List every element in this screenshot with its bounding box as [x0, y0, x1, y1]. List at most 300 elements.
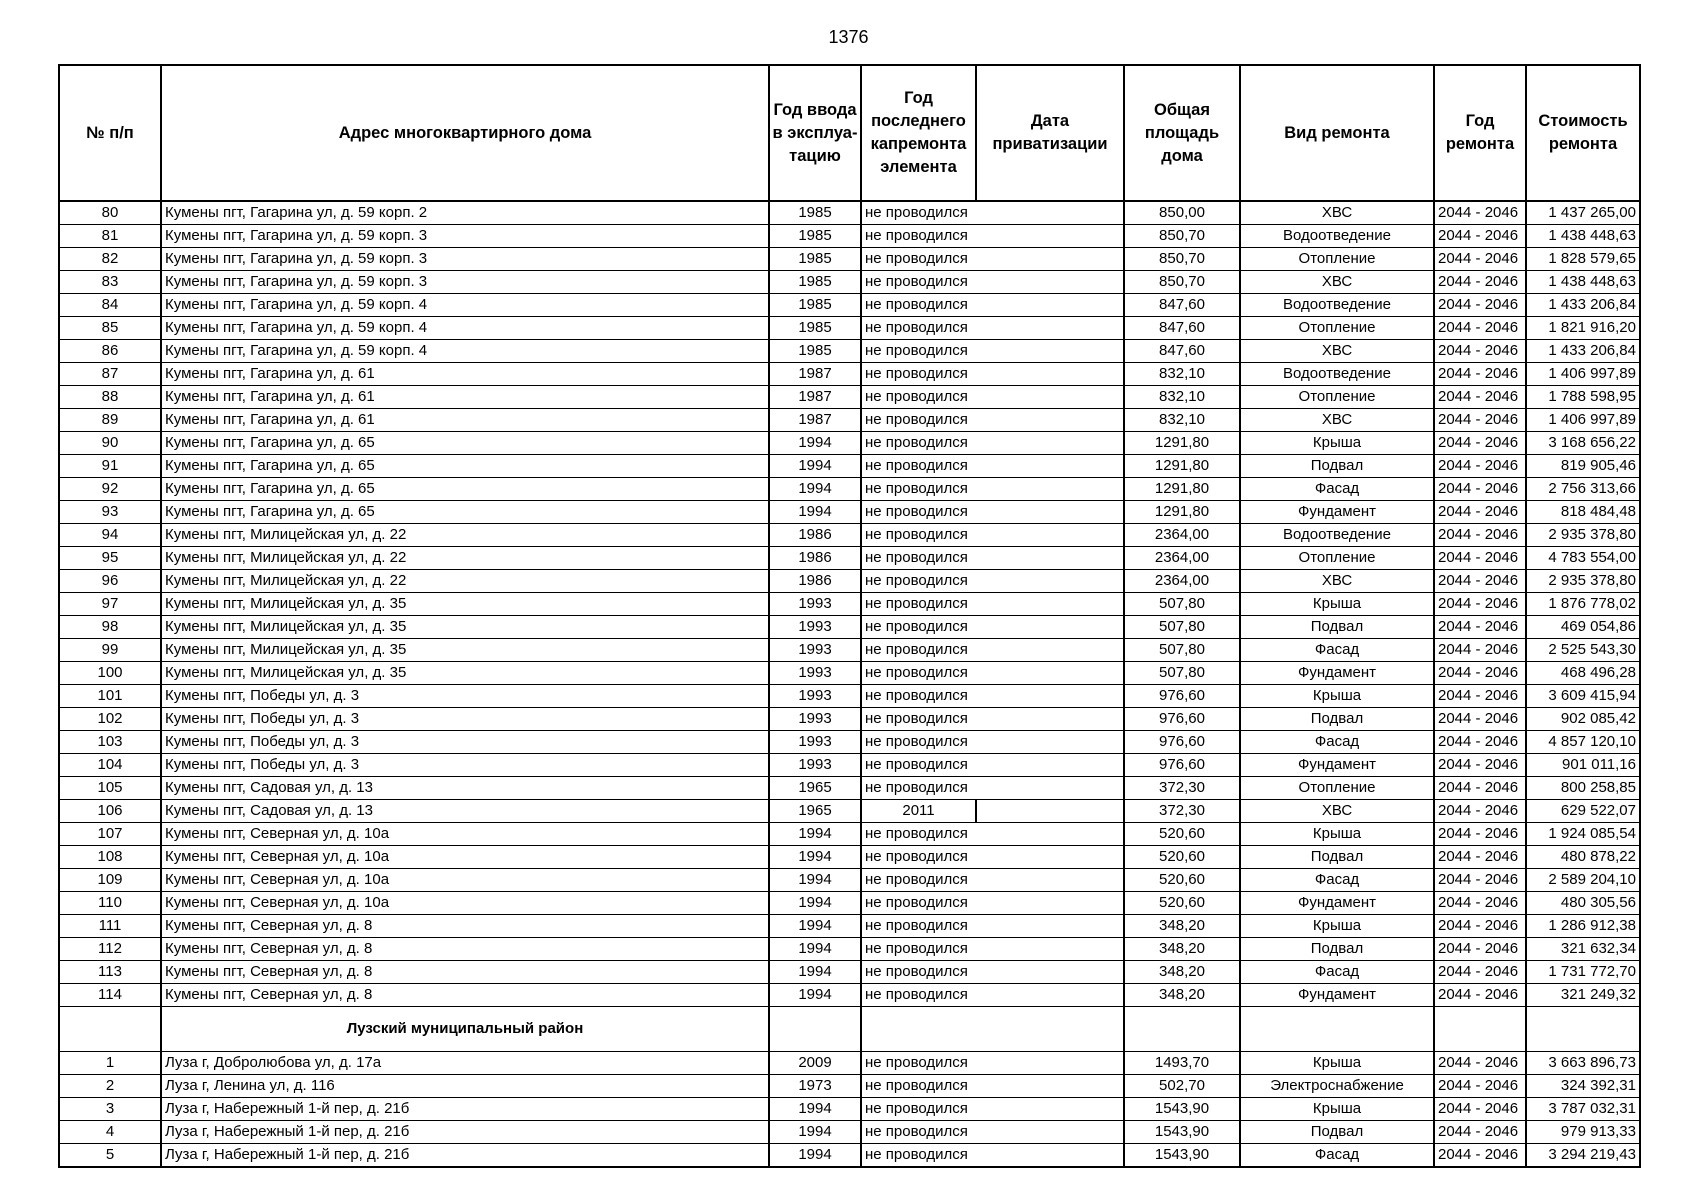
cell-address: Кумены пгт, Садовая ул, д. 13	[161, 777, 769, 800]
cell-repair-cost: 2 935 378,80	[1526, 570, 1640, 593]
cell-repair-year: 2044 - 2046	[1434, 409, 1526, 432]
cell-year-commissioned: 1994	[769, 432, 861, 455]
cell-repair-year: 2044 - 2046	[1434, 225, 1526, 248]
cell-year-commissioned: 1987	[769, 409, 861, 432]
table-row	[59, 570, 1640, 593]
cell-total-area: 507,80	[1124, 662, 1240, 685]
cell-privatization-date	[976, 961, 1124, 984]
cell-total-area: 1291,80	[1124, 501, 1240, 524]
cell-address: Кумены пгт, Победы ул, д. 3	[161, 754, 769, 777]
cell-repair-type: Крыша	[1240, 432, 1434, 455]
cell-repair-cost: 1 433 206,84	[1526, 294, 1640, 317]
table-row	[59, 754, 1640, 777]
cell-last-overhaul-year: не проводился	[861, 409, 976, 432]
cell-repair-year: 2044 - 2046	[1434, 294, 1526, 317]
table-body	[59, 201, 1640, 1167]
cell-num: 5	[59, 1144, 161, 1168]
cell-last-overhaul-year: не проводился	[861, 662, 976, 685]
cell-repair-cost: 480 305,56	[1526, 892, 1640, 915]
table-row	[59, 846, 1640, 869]
cell-repair-type: Крыша	[1240, 1098, 1434, 1121]
cell-repair-type: Крыша	[1240, 823, 1434, 846]
cell-year-commissioned: 1986	[769, 547, 861, 570]
cell-total-area: 507,80	[1124, 639, 1240, 662]
cell-year-commissioned: 1993	[769, 639, 861, 662]
cell-num: 103	[59, 731, 161, 754]
cell-privatization-date	[976, 616, 1124, 639]
table-row	[59, 248, 1640, 271]
cell-last-overhaul-year: не проводился	[861, 225, 976, 248]
cell-num: 99	[59, 639, 161, 662]
cell-total-area: 847,60	[1124, 340, 1240, 363]
cell-repair-year: 2044 - 2046	[1434, 432, 1526, 455]
cell-privatization-date	[976, 409, 1124, 432]
cell-total-area: 850,70	[1124, 271, 1240, 294]
cell-last-overhaul-year: не проводился	[861, 685, 976, 708]
cell-repair-type: ХВС	[1240, 570, 1434, 593]
cell-repair-cost: 901 011,16	[1526, 754, 1640, 777]
cell-year-commissioned: 1985	[769, 225, 861, 248]
table-row	[59, 869, 1640, 892]
table-row	[59, 201, 1640, 225]
cell-privatization-date	[976, 386, 1124, 409]
cell-repair-cost: 480 878,22	[1526, 846, 1640, 869]
cell-year-commissioned: 1985	[769, 294, 861, 317]
cell-total-area: 1543,90	[1124, 1098, 1240, 1121]
cell-repair-type: Водоотведение	[1240, 294, 1434, 317]
cell-num: 109	[59, 869, 161, 892]
cell-repair-year: 2044 - 2046	[1434, 271, 1526, 294]
cell-repair-type: Фасад	[1240, 961, 1434, 984]
cell-repair-type: Крыша	[1240, 685, 1434, 708]
cell-repair-cost: 1 731 772,70	[1526, 961, 1640, 984]
cell-last-overhaul-year: не проводился	[861, 1075, 976, 1098]
cell-num: 81	[59, 225, 161, 248]
table-row	[59, 271, 1640, 294]
cell-repair-cost: 800 258,85	[1526, 777, 1640, 800]
cell-num: 101	[59, 685, 161, 708]
cell-repair-type: Фундамент	[1240, 754, 1434, 777]
cell-num: 86	[59, 340, 161, 363]
cell-address: Кумены пгт, Победы ул, д. 3	[161, 731, 769, 754]
cell-total-area: 1291,80	[1124, 432, 1240, 455]
cell-num: 92	[59, 478, 161, 501]
cell-year-commissioned: 1994	[769, 1121, 861, 1144]
cell-repair-year: 2044 - 2046	[1434, 1121, 1526, 1144]
cell-repair-cost: 3 609 415,94	[1526, 685, 1640, 708]
cell-last-overhaul-year: не проводился	[861, 823, 976, 846]
cell-total-area: 976,60	[1124, 754, 1240, 777]
cell-privatization-date	[976, 892, 1124, 915]
col-header-year-commissioned: Год ввода в эксплуа-тацию	[769, 65, 861, 201]
cell-last-overhaul-year: не проводился	[861, 1144, 976, 1168]
cell-last-overhaul-year: не проводился	[861, 892, 976, 915]
cell-repair-type: Отопление	[1240, 248, 1434, 271]
cell-privatization-date	[976, 432, 1124, 455]
cell-address: Кумены пгт, Гагарина ул, д. 65	[161, 432, 769, 455]
cell-num: 95	[59, 547, 161, 570]
cell-total-area: 832,10	[1124, 386, 1240, 409]
table-row	[59, 1121, 1640, 1144]
cell-last-overhaul-year: не проводился	[861, 639, 976, 662]
cell-address: Кумены пгт, Северная ул, д. 8	[161, 915, 769, 938]
cell-last-overhaul-year: не проводился	[861, 1121, 976, 1144]
cell-num: 112	[59, 938, 161, 961]
cell-total-area: 1493,70	[1124, 1052, 1240, 1075]
table-row	[59, 455, 1640, 478]
section-empty-cell	[1240, 1007, 1434, 1052]
cell-year-commissioned: 1994	[769, 823, 861, 846]
cell-address: Кумены пгт, Гагарина ул, д. 65	[161, 501, 769, 524]
cell-repair-type: Крыша	[1240, 593, 1434, 616]
table-row	[59, 225, 1640, 248]
cell-repair-type: ХВС	[1240, 271, 1434, 294]
cell-address: Кумены пгт, Гагарина ул, д. 61	[161, 363, 769, 386]
cell-repair-cost: 321 632,34	[1526, 938, 1640, 961]
cell-address: Кумены пгт, Северная ул, д. 8	[161, 961, 769, 984]
cell-num: 83	[59, 271, 161, 294]
cell-year-commissioned: 1994	[769, 1144, 861, 1168]
cell-year-commissioned: 1994	[769, 915, 861, 938]
cell-repair-type: Крыша	[1240, 1052, 1434, 1075]
cell-repair-year: 2044 - 2046	[1434, 201, 1526, 225]
cell-repair-type: Отопление	[1240, 547, 1434, 570]
table-row	[59, 1098, 1640, 1121]
cell-privatization-date	[976, 340, 1124, 363]
cell-repair-type: Крыша	[1240, 915, 1434, 938]
cell-address: Кумены пгт, Гагарина ул, д. 59 корп. 4	[161, 294, 769, 317]
cell-repair-cost: 1 438 448,63	[1526, 271, 1640, 294]
cell-num: 104	[59, 754, 161, 777]
table-row	[59, 892, 1640, 915]
cell-repair-type: Фасад	[1240, 1144, 1434, 1168]
cell-privatization-date	[976, 846, 1124, 869]
cell-year-commissioned: 1994	[769, 984, 861, 1007]
cell-privatization-date	[976, 294, 1124, 317]
cell-address: Кумены пгт, Милицейская ул, д. 35	[161, 593, 769, 616]
cell-repair-cost: 4 857 120,10	[1526, 731, 1640, 754]
cell-repair-type: Фасад	[1240, 869, 1434, 892]
cell-year-commissioned: 1987	[769, 386, 861, 409]
cell-last-overhaul-year: не проводился	[861, 938, 976, 961]
cell-privatization-date	[976, 248, 1124, 271]
section-empty-cell	[861, 1007, 976, 1052]
cell-address: Кумены пгт, Северная ул, д. 8	[161, 938, 769, 961]
cell-repair-year: 2044 - 2046	[1434, 777, 1526, 800]
cell-address: Луза г, Набережный 1-й пер, д. 21б	[161, 1121, 769, 1144]
cell-num: 113	[59, 961, 161, 984]
cell-repair-cost: 1 788 598,95	[1526, 386, 1640, 409]
section-header-row	[59, 1007, 1640, 1052]
cell-num: 91	[59, 455, 161, 478]
cell-year-commissioned: 1994	[769, 961, 861, 984]
cell-total-area: 520,60	[1124, 892, 1240, 915]
cell-address: Кумены пгт, Победы ул, д. 3	[161, 685, 769, 708]
cell-num: 94	[59, 524, 161, 547]
cell-total-area: 1543,90	[1124, 1144, 1240, 1168]
cell-repair-cost: 2 525 543,30	[1526, 639, 1640, 662]
cell-last-overhaul-year: не проводился	[861, 455, 976, 478]
cell-year-commissioned: 1965	[769, 800, 861, 823]
col-header-address: Адрес многоквартирного дома	[161, 65, 769, 201]
cell-last-overhaul-year: не проводился	[861, 363, 976, 386]
col-header-repair-cost: Стоимость ремонта	[1526, 65, 1640, 201]
cell-address: Кумены пгт, Гагарина ул, д. 59 корп. 2	[161, 201, 769, 225]
cell-privatization-date	[976, 685, 1124, 708]
cell-last-overhaul-year: не проводился	[861, 754, 976, 777]
cell-total-area: 1543,90	[1124, 1121, 1240, 1144]
cell-repair-year: 2044 - 2046	[1434, 639, 1526, 662]
cell-repair-type: Фасад	[1240, 731, 1434, 754]
cell-repair-type: Фасад	[1240, 478, 1434, 501]
cell-last-overhaul-year: не проводился	[861, 432, 976, 455]
cell-repair-year: 2044 - 2046	[1434, 248, 1526, 271]
table-row	[59, 938, 1640, 961]
cell-address: Кумены пгт, Милицейская ул, д. 22	[161, 524, 769, 547]
cell-address: Кумены пгт, Милицейская ул, д. 22	[161, 547, 769, 570]
cell-repair-type: Водоотведение	[1240, 225, 1434, 248]
table-row	[59, 800, 1640, 823]
cell-repair-cost: 1 433 206,84	[1526, 340, 1640, 363]
cell-repair-year: 2044 - 2046	[1434, 869, 1526, 892]
cell-num: 105	[59, 777, 161, 800]
section-empty-cell	[1434, 1007, 1526, 1052]
cell-privatization-date	[976, 547, 1124, 570]
cell-repair-year: 2044 - 2046	[1434, 593, 1526, 616]
cell-repair-cost: 818 484,48	[1526, 501, 1640, 524]
cell-repair-cost: 3 663 896,73	[1526, 1052, 1640, 1075]
cell-address: Кумены пгт, Гагарина ул, д. 61	[161, 386, 769, 409]
cell-privatization-date	[976, 1075, 1124, 1098]
cell-last-overhaul-year: не проводился	[861, 317, 976, 340]
cell-repair-type: Водоотведение	[1240, 524, 1434, 547]
cell-repair-type: Фундамент	[1240, 662, 1434, 685]
cell-last-overhaul-year: не проводился	[861, 846, 976, 869]
table-row	[59, 294, 1640, 317]
cell-privatization-date	[976, 363, 1124, 386]
cell-last-overhaul-year: не проводился	[861, 915, 976, 938]
cell-address: Кумены пгт, Гагарина ул, д. 59 корп. 3	[161, 225, 769, 248]
cell-num: 1	[59, 1052, 161, 1075]
cell-privatization-date	[976, 869, 1124, 892]
cell-repair-year: 2044 - 2046	[1434, 662, 1526, 685]
cell-repair-year: 2044 - 2046	[1434, 846, 1526, 869]
cell-privatization-date	[976, 524, 1124, 547]
cell-num: 3	[59, 1098, 161, 1121]
table-row	[59, 363, 1640, 386]
cell-repair-type: Подвал	[1240, 708, 1434, 731]
cell-year-commissioned: 1986	[769, 524, 861, 547]
cell-address: Кумены пгт, Северная ул, д. 10а	[161, 892, 769, 915]
cell-repair-cost: 469 054,86	[1526, 616, 1640, 639]
cell-year-commissioned: 1993	[769, 708, 861, 731]
cell-num: 85	[59, 317, 161, 340]
cell-privatization-date	[976, 777, 1124, 800]
cell-privatization-date	[976, 225, 1124, 248]
cell-total-area: 976,60	[1124, 708, 1240, 731]
section-empty-cell	[1124, 1007, 1240, 1052]
cell-repair-type: Отопление	[1240, 386, 1434, 409]
cell-last-overhaul-year: не проводился	[861, 1098, 976, 1121]
cell-privatization-date	[976, 501, 1124, 524]
cell-address: Кумены пгт, Северная ул, д. 10а	[161, 823, 769, 846]
cell-year-commissioned: 1985	[769, 248, 861, 271]
cell-repair-type: Подвал	[1240, 1121, 1434, 1144]
cell-num: 107	[59, 823, 161, 846]
cell-year-commissioned: 2009	[769, 1052, 861, 1075]
cell-address: Кумены пгт, Северная ул, д. 10а	[161, 846, 769, 869]
cell-last-overhaul-year: не проводился	[861, 961, 976, 984]
cell-repair-cost: 2 589 204,10	[1526, 869, 1640, 892]
cell-year-commissioned: 1994	[769, 869, 861, 892]
cell-privatization-date	[976, 938, 1124, 961]
cell-repair-year: 2044 - 2046	[1434, 823, 1526, 846]
cell-address: Кумены пгт, Милицейская ул, д. 22	[161, 570, 769, 593]
cell-total-area: 520,60	[1124, 869, 1240, 892]
cell-last-overhaul-year: не проводился	[861, 984, 976, 1007]
cell-repair-year: 2044 - 2046	[1434, 547, 1526, 570]
cell-last-overhaul-year: не проводился	[861, 501, 976, 524]
cell-total-area: 850,70	[1124, 225, 1240, 248]
cell-total-area: 976,60	[1124, 731, 1240, 754]
cell-num: 84	[59, 294, 161, 317]
cell-num: 4	[59, 1121, 161, 1144]
cell-address: Луза г, Набережный 1-й пер, д. 21б	[161, 1144, 769, 1168]
cell-repair-type: Фундамент	[1240, 892, 1434, 915]
col-header-num: № п/п	[59, 65, 161, 201]
cell-address: Кумены пгт, Северная ул, д. 10а	[161, 869, 769, 892]
cell-privatization-date	[976, 708, 1124, 731]
cell-repair-cost: 1 406 997,89	[1526, 363, 1640, 386]
cell-total-area: 850,70	[1124, 248, 1240, 271]
table-row	[59, 478, 1640, 501]
cell-repair-cost: 1 406 997,89	[1526, 409, 1640, 432]
cell-repair-type: ХВС	[1240, 409, 1434, 432]
table-row	[59, 1144, 1640, 1168]
cell-last-overhaul-year: не проводился	[861, 777, 976, 800]
cell-address: Кумены пгт, Садовая ул, д. 13	[161, 800, 769, 823]
table-row	[59, 662, 1640, 685]
cell-address: Кумены пгт, Милицейская ул, д. 35	[161, 662, 769, 685]
cell-repair-year: 2044 - 2046	[1434, 754, 1526, 777]
cell-year-commissioned: 1985	[769, 317, 861, 340]
cell-address: Кумены пгт, Гагарина ул, д. 59 корп. 4	[161, 340, 769, 363]
cell-total-area: 1291,80	[1124, 478, 1240, 501]
cell-num: 88	[59, 386, 161, 409]
cell-total-area: 847,60	[1124, 317, 1240, 340]
cell-repair-cost: 324 392,31	[1526, 1075, 1640, 1098]
cell-last-overhaul-year: не проводился	[861, 708, 976, 731]
table-row	[59, 547, 1640, 570]
cell-repair-year: 2044 - 2046	[1434, 938, 1526, 961]
cell-repair-cost: 4 783 554,00	[1526, 547, 1640, 570]
table-row	[59, 501, 1640, 524]
cell-repair-year: 2044 - 2046	[1434, 1052, 1526, 1075]
cell-year-commissioned: 1993	[769, 616, 861, 639]
section-empty-cell	[976, 1007, 1124, 1052]
table-row	[59, 593, 1640, 616]
cell-repair-cost: 3 787 032,31	[1526, 1098, 1640, 1121]
cell-repair-type: Подвал	[1240, 846, 1434, 869]
table-row	[59, 524, 1640, 547]
cell-last-overhaul-year: не проводился	[861, 869, 976, 892]
cell-repair-cost: 2 935 378,80	[1526, 524, 1640, 547]
table-row	[59, 731, 1640, 754]
cell-repair-cost: 1 924 085,54	[1526, 823, 1640, 846]
section-empty-cell	[1526, 1007, 1640, 1052]
cell-repair-cost: 2 756 313,66	[1526, 478, 1640, 501]
cell-privatization-date	[976, 317, 1124, 340]
col-header-repair-type: Вид ремонта	[1240, 65, 1434, 201]
cell-privatization-date	[976, 570, 1124, 593]
cell-year-commissioned: 1993	[769, 731, 861, 754]
cell-repair-year: 2044 - 2046	[1434, 386, 1526, 409]
cell-total-area: 348,20	[1124, 938, 1240, 961]
cell-year-commissioned: 1973	[769, 1075, 861, 1098]
cell-total-area: 832,10	[1124, 409, 1240, 432]
cell-repair-cost: 1 286 912,38	[1526, 915, 1640, 938]
cell-repair-cost: 321 249,32	[1526, 984, 1640, 1007]
cell-repair-year: 2044 - 2046	[1434, 317, 1526, 340]
cell-address: Кумены пгт, Милицейская ул, д. 35	[161, 639, 769, 662]
table-row	[59, 1075, 1640, 1098]
cell-repair-cost: 1 876 778,02	[1526, 593, 1640, 616]
cell-year-commissioned: 1993	[769, 593, 861, 616]
cell-address: Луза г, Ленина ул, д. 116	[161, 1075, 769, 1098]
cell-repair-year: 2044 - 2046	[1434, 1098, 1526, 1121]
cell-repair-year: 2044 - 2046	[1434, 570, 1526, 593]
cell-repair-cost: 979 913,33	[1526, 1121, 1640, 1144]
cell-year-commissioned: 1994	[769, 846, 861, 869]
cell-privatization-date	[976, 823, 1124, 846]
cell-repair-type: ХВС	[1240, 800, 1434, 823]
cell-address: Кумены пгт, Победы ул, д. 3	[161, 708, 769, 731]
cell-repair-year: 2044 - 2046	[1434, 524, 1526, 547]
cell-repair-year: 2044 - 2046	[1434, 708, 1526, 731]
cell-year-commissioned: 1965	[769, 777, 861, 800]
cell-year-commissioned: 1994	[769, 938, 861, 961]
cell-repair-cost: 1 828 579,65	[1526, 248, 1640, 271]
table-header	[59, 65, 1640, 201]
cell-address: Кумены пгт, Гагарина ул, д. 65	[161, 455, 769, 478]
cell-repair-cost: 819 905,46	[1526, 455, 1640, 478]
cell-total-area: 348,20	[1124, 961, 1240, 984]
cell-privatization-date	[976, 731, 1124, 754]
cell-year-commissioned: 1993	[769, 662, 861, 685]
cell-total-area: 976,60	[1124, 685, 1240, 708]
cell-repair-type: Отопление	[1240, 317, 1434, 340]
cell-privatization-date	[976, 639, 1124, 662]
cell-repair-cost: 1 438 448,63	[1526, 225, 1640, 248]
cell-last-overhaul-year: не проводился	[861, 386, 976, 409]
cell-num: 2	[59, 1075, 161, 1098]
cell-repair-type: Подвал	[1240, 455, 1434, 478]
cell-last-overhaul-year: не проводился	[861, 1052, 976, 1075]
cell-total-area: 507,80	[1124, 616, 1240, 639]
cell-last-overhaul-year: не проводился	[861, 271, 976, 294]
cell-year-commissioned: 1987	[769, 363, 861, 386]
cell-num: 108	[59, 846, 161, 869]
cell-repair-year: 2044 - 2046	[1434, 800, 1526, 823]
cell-address: Луза г, Добролюбова ул, д. 17а	[161, 1052, 769, 1075]
cell-year-commissioned: 1993	[769, 754, 861, 777]
cell-privatization-date	[976, 1121, 1124, 1144]
table-row	[59, 1052, 1640, 1075]
cell-num: 102	[59, 708, 161, 731]
cell-privatization-date	[976, 593, 1124, 616]
cell-repair-year: 2044 - 2046	[1434, 340, 1526, 363]
table-row	[59, 915, 1640, 938]
